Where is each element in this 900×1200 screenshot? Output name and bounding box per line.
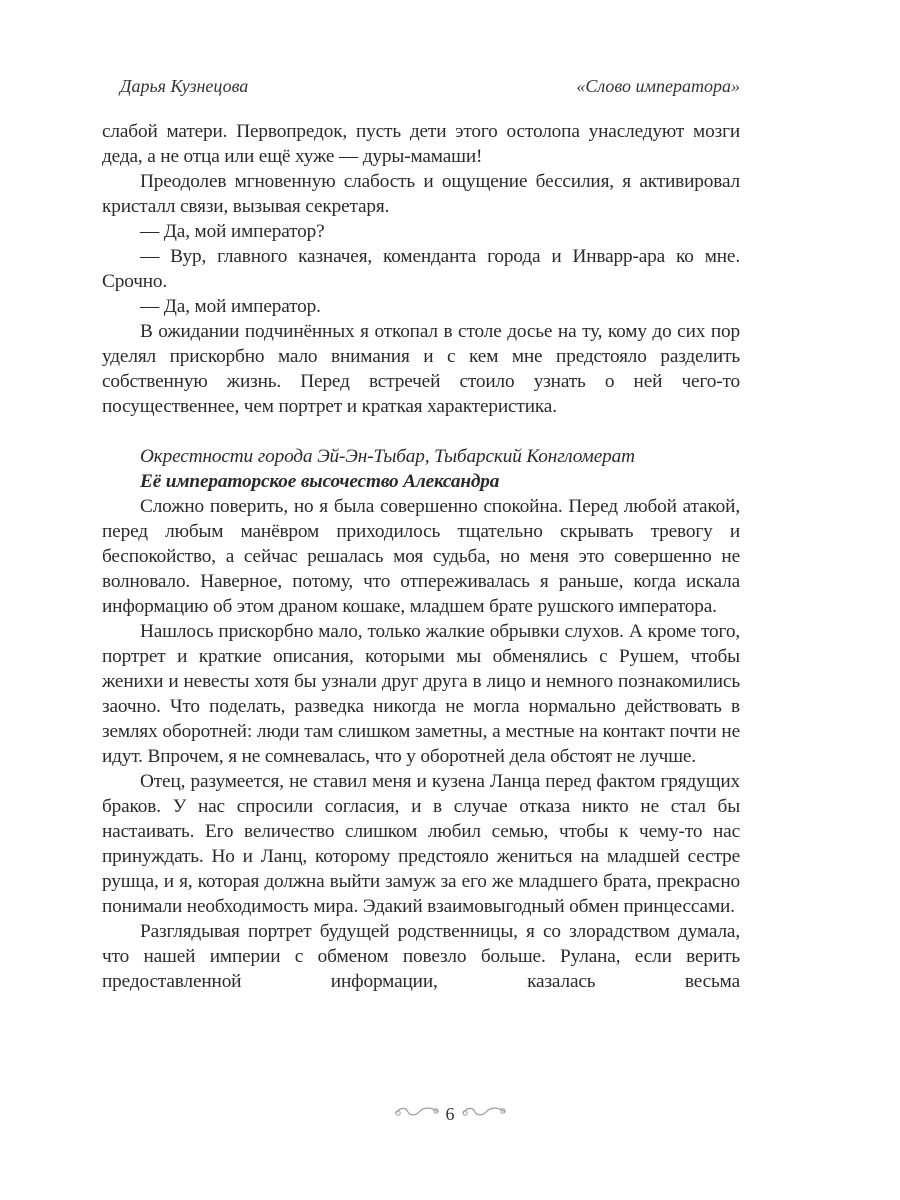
paragraph: Преодолев мгновенную слабость и ощущение бессилия, я активировал кристалл связи, вызывая секретаря. (102, 171, 740, 217)
running-head-author: Дарья Кузнецова (120, 76, 249, 96)
dialogue-line: — Да, мой император. (140, 296, 321, 317)
flourish-right-icon (461, 1106, 507, 1123)
page-footer (0, 1104, 900, 1125)
dialogue-line: — Да, мой император? (140, 221, 325, 242)
running-head (120, 76, 740, 97)
paragraph: Разглядывая портрет будущей родственницы, я со злорадством думала, что нашей империи с обменом повезло больше. Рулана, если верить предоставленной информации, казалась весьма (102, 921, 740, 992)
page-body (102, 119, 740, 994)
flourish-left-icon (394, 1106, 440, 1123)
scene-location: Окрестности города Эй-Эн-Тыбар, Тыбарский Конгломерат (140, 446, 635, 467)
scene-break (102, 419, 740, 444)
paragraph: Отец, разумеется, не ставил меня и кузена Ланца перед фактом грядущих браков. У нас спросили согласия, и в случае отказа никто не стал бы настаивать. Его величество слишком любил семью, чтобы к чему-то нас принуждать. Но и Ланц, которому предстояло жениться на младшей сестре рушца, и я, которая должна выйти замуж за его же младшего брата, прекрасно понимали необходимость мира. Эдакий взаимовыгодный обмен принцессами. (102, 771, 740, 917)
paragraph: Нашлось прискорбно мало, только жалкие обрывки слухов. А кроме того, портрет и краткие описания, которыми мы обменялись с Рушем, чтобы женихи и невесты хотя бы узнали друг друга в лицо и немного познакомились заочно. Что поделать, разведка никогда не могла нормально действовать в землях оборотней: люди там слишком заметны, а местные на контакт почти не идут. Впрочем, я не сомневалась, что у оборотней дела обстоят не лучше. (102, 621, 740, 767)
paragraph: Сложно поверить, но я была совершенно спокойна. Перед любой атакой, перед любым манёвром приходилось тщательно скрывать тревогу и беспокойство, а сейчас решалась моя судьба, но меня это совершенно не волновало. Наверное, потому, что отпереживалась я раньше, когда искала информацию об этом драном кошаке, младшем брате рушского императора. (102, 496, 740, 617)
page-number: 6 (445, 1104, 455, 1124)
dialogue-line: — Вур, главного казначея, коменданта города и Инварр-ара ко мне. Срочно. (102, 246, 740, 292)
running-head-title: «Слово императора» (576, 76, 740, 96)
scene-pov-heading: Её императорское высочество Александра (140, 471, 500, 492)
paragraph: слабой матери. Первопредок, пусть дети этого остолопа унаследуют мозги деда, а не отца или ещё хуже — дуры-мамаши! (102, 121, 740, 167)
paragraph: В ожидании подчинённых я откопал в столе досье на ту, кому до сих пор уделял прискорбно мало внимания и с кем мне предстояло разделить собственную жизнь. Перед встречей стоило узнать о ней чего-то посущественнее, чем портрет и краткая характеристика. (102, 321, 740, 417)
